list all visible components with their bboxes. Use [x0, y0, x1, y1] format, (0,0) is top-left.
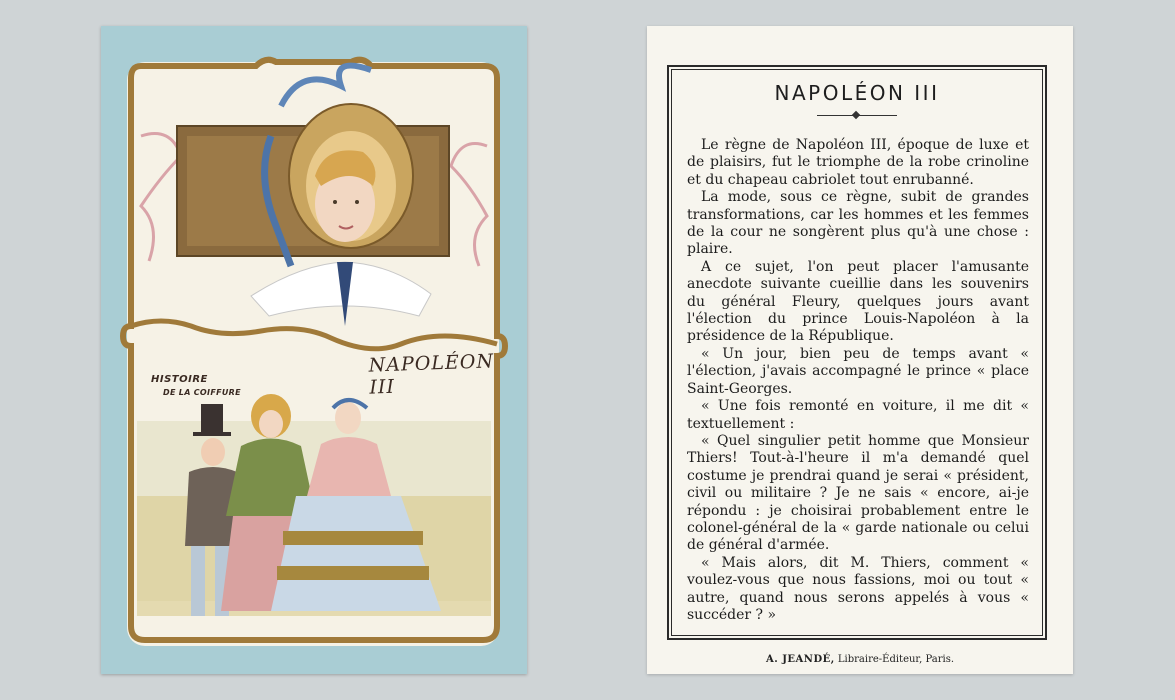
back-card-title: NAPOLÉON III — [774, 81, 940, 105]
series-label-line2: DE LA COIFFURE — [163, 388, 241, 397]
story-text — [687, 137, 1029, 624]
card-illustration — [101, 26, 527, 674]
paragraph: « Une fois remonté en voiture, il me dit « textuellement : — [687, 398, 1029, 432]
paragraph: « Mais alors, dit M. Thiers, comment « voulez-vous que nous fassions, moi ou tout « autre, quand nous serons appelés à vous « succéder ? » — [687, 554, 1029, 623]
paragraph: La mode, sous ce règne, subit de grandes transformations, car les hommes et les femmes de la cour ne songèrent plus qu'à une chose : plaire. — [687, 189, 1029, 258]
front-card-title: NAPOLÉON III — [368, 350, 495, 399]
publisher-details: Libraire-Éditeur, Paris. — [834, 654, 955, 665]
paragraph: « Un jour, bien peu de temps avant « l'élection, j'avais accompagné le prince « place Saint-Georges. — [687, 345, 1029, 397]
publisher-name: A. JEANDÉ, — [765, 654, 835, 665]
paragraph: « Quel singulier petit homme que Monsieur Thiers! Tout-à-l'heure il m'a demandé quel costume je prendrai quand je serai « président, civil ou militaire ? Je ne sais « encore, ai-je répondu : je choisirai probablement entre le colonel-général de la « garde nationale ou celui de général d'armée. — [687, 432, 1029, 554]
series-label-line1: HISTOIRE — [151, 374, 208, 385]
paragraph: Le règne de Napoléon III, époque de luxe et de plaisirs, fut le triomphe de la robe crinoline et du chapeau cabriolet tout enrubanné. — [687, 137, 1029, 188]
paragraph: A ce sujet, l'on peut placer l'amusante anecdote suivante cueillie dans les souvenirs du général Fleury, quelques jours avant l'élection du prince Louis-Napoléon à la présidence de la République. — [687, 258, 1029, 345]
publisher-line — [647, 654, 1073, 665]
text-card-back — [647, 26, 1073, 674]
illustrated-card-front — [101, 26, 527, 674]
